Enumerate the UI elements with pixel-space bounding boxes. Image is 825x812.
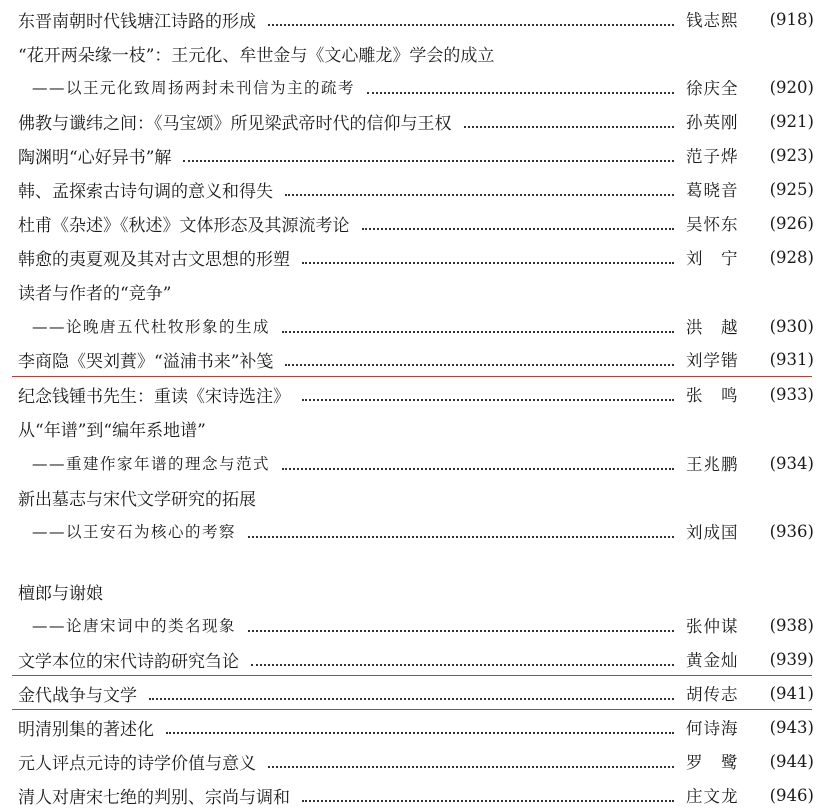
toc-entry[interactable] bbox=[18, 480, 814, 514]
entry-author: 王兆鹏 bbox=[686, 455, 739, 474]
entry-title: 金代战争与文学 bbox=[18, 685, 137, 706]
entry-title: 纪念钱锺书先生：重读《宋诗选注》 bbox=[18, 386, 290, 407]
entry-title: 檀郎与谢娘 bbox=[18, 583, 103, 604]
toc-entry[interactable] bbox=[18, 240, 814, 274]
toc-entry[interactable] bbox=[18, 676, 814, 710]
entry-page: (943) bbox=[769, 717, 814, 737]
toc-entry[interactable] bbox=[18, 274, 814, 308]
entry-title: 从“年谱”到“编年系地谱” bbox=[18, 420, 206, 441]
entry-author: 刘成国 bbox=[686, 523, 739, 542]
toc-entry[interactable] bbox=[18, 2, 814, 36]
toc-entry[interactable] bbox=[18, 377, 814, 411]
entry-author: 刘学锴 bbox=[686, 351, 739, 370]
toc-entry-subtitle[interactable] bbox=[18, 608, 814, 642]
entry-subtitle: ——论唐宋词中的类名现象 bbox=[32, 617, 237, 635]
entry-page: (936) bbox=[769, 521, 814, 541]
entry-title: 杜甫《杂述》《秋述》文体形态及其源流考论 bbox=[18, 215, 350, 236]
dot-leader bbox=[268, 23, 674, 26]
dot-leader bbox=[183, 159, 674, 162]
entry-title: 元人评点元诗的诗学价值与意义 bbox=[18, 753, 256, 774]
dot-leader bbox=[268, 765, 674, 768]
dot-leader bbox=[362, 227, 675, 230]
dot-leader bbox=[166, 731, 674, 734]
entry-author: 胡传志 bbox=[686, 685, 739, 704]
dot-leader bbox=[282, 467, 674, 470]
entry-author: 何诗海 bbox=[686, 719, 739, 738]
entry-title: 韩愈的夷夏观及其对古文思想的形塑 bbox=[18, 249, 290, 270]
entry-page: (946) bbox=[769, 785, 814, 805]
entry-author: 庄文龙 bbox=[686, 787, 739, 806]
toc-entry[interactable] bbox=[18, 206, 814, 240]
dot-leader bbox=[149, 697, 674, 700]
toc-entry[interactable] bbox=[18, 138, 814, 172]
toc-entry[interactable] bbox=[18, 342, 814, 376]
dot-leader bbox=[302, 398, 674, 401]
toc-entry[interactable] bbox=[18, 744, 814, 778]
toc-entry[interactable] bbox=[18, 778, 814, 812]
entry-title: “花开两朵缘一枝”：王元化、牟世金与《文心雕龙》学会的成立 bbox=[18, 45, 495, 66]
entry-page: (928) bbox=[769, 247, 814, 267]
entry-author: 黄金灿 bbox=[686, 651, 739, 670]
dot-leader bbox=[367, 91, 674, 94]
dot-leader bbox=[248, 535, 674, 538]
entry-page: (930) bbox=[769, 316, 814, 336]
toc-entry-subtitle[interactable] bbox=[18, 514, 814, 548]
entry-title: 李商隐《哭刘蕡》“溢浦书来”补笺 bbox=[18, 351, 274, 372]
entry-author: 罗 鹭 bbox=[686, 753, 739, 772]
entry-author: 张仲谋 bbox=[686, 617, 739, 636]
dot-leader bbox=[302, 261, 674, 264]
entry-page: (941) bbox=[769, 683, 814, 703]
entry-author: 钱志熙 bbox=[686, 11, 739, 30]
entry-page: (918) bbox=[769, 9, 814, 29]
entry-title: 东晋南朝时代钱塘江诗路的形成 bbox=[18, 11, 256, 32]
entry-author: 孙英刚 bbox=[686, 113, 739, 132]
entry-page: (933) bbox=[769, 384, 814, 404]
entry-title: 韩、孟探索古诗句调的意义和得失 bbox=[18, 181, 273, 202]
dot-leader bbox=[282, 330, 674, 333]
dot-leader bbox=[285, 363, 674, 366]
entry-author: 徐庆全 bbox=[686, 79, 739, 98]
entry-subtitle: ——重建作家年谱的理念与范式 bbox=[32, 455, 271, 473]
toc-entry[interactable] bbox=[18, 104, 814, 138]
entry-page: (939) bbox=[769, 649, 814, 669]
entry-author: 葛晓音 bbox=[686, 181, 739, 200]
entry-subtitle: ——以王元化致周扬两封未刊信为主的疏考 bbox=[32, 79, 356, 97]
toc-entry[interactable] bbox=[18, 710, 814, 744]
entry-title: 文学本位的宋代诗韵研究刍论 bbox=[18, 651, 239, 672]
toc-entry[interactable] bbox=[18, 642, 814, 676]
entry-title: 佛教与谶纬之间：《马宝颂》所见梁武帝时代的信仰与王权 bbox=[18, 113, 452, 134]
toc-entry[interactable] bbox=[18, 411, 814, 445]
entry-page: (931) bbox=[769, 349, 814, 369]
entry-author: 洪 越 bbox=[686, 318, 739, 337]
entry-page: (920) bbox=[769, 77, 814, 97]
entry-page: (925) bbox=[769, 179, 814, 199]
entry-page: (934) bbox=[769, 453, 814, 473]
toc-entry-subtitle[interactable] bbox=[18, 446, 814, 480]
dot-leader bbox=[464, 125, 675, 128]
toc-entry[interactable] bbox=[18, 36, 814, 70]
entry-page: (926) bbox=[769, 213, 814, 233]
entry-title: 清人对唐宋七绝的判别、宗尚与调和 bbox=[18, 787, 290, 808]
entry-page: (944) bbox=[769, 751, 814, 771]
dot-leader bbox=[248, 629, 674, 632]
dot-leader bbox=[302, 799, 674, 802]
entry-author: 刘 宁 bbox=[686, 249, 739, 268]
toc-entry-subtitle[interactable] bbox=[18, 309, 814, 343]
entry-page: (921) bbox=[769, 111, 814, 131]
entry-subtitle: ——以王安石为核心的考察 bbox=[32, 523, 237, 541]
toc-entry[interactable] bbox=[18, 574, 814, 608]
dot-leader bbox=[285, 193, 674, 196]
entry-author: 张 鸣 bbox=[686, 386, 739, 405]
entry-title: 新出墓志与宋代文学研究的拓展 bbox=[18, 489, 256, 510]
entry-title: 读者与作者的“竞争” bbox=[18, 283, 172, 304]
entry-author: 范子烨 bbox=[686, 147, 739, 166]
entry-title: 陶渊明“心好异书”解 bbox=[18, 147, 172, 168]
entry-subtitle: ——论晚唐五代杜牧形象的生成 bbox=[32, 318, 271, 336]
toc-entry[interactable] bbox=[18, 172, 814, 206]
entry-page: (923) bbox=[769, 145, 814, 165]
entry-page: (938) bbox=[769, 615, 814, 635]
entry-title: 明清别集的著述化 bbox=[18, 719, 154, 740]
toc-entry-subtitle[interactable] bbox=[18, 70, 814, 104]
dot-leader bbox=[251, 663, 674, 666]
entry-author: 吴怀东 bbox=[686, 215, 739, 234]
